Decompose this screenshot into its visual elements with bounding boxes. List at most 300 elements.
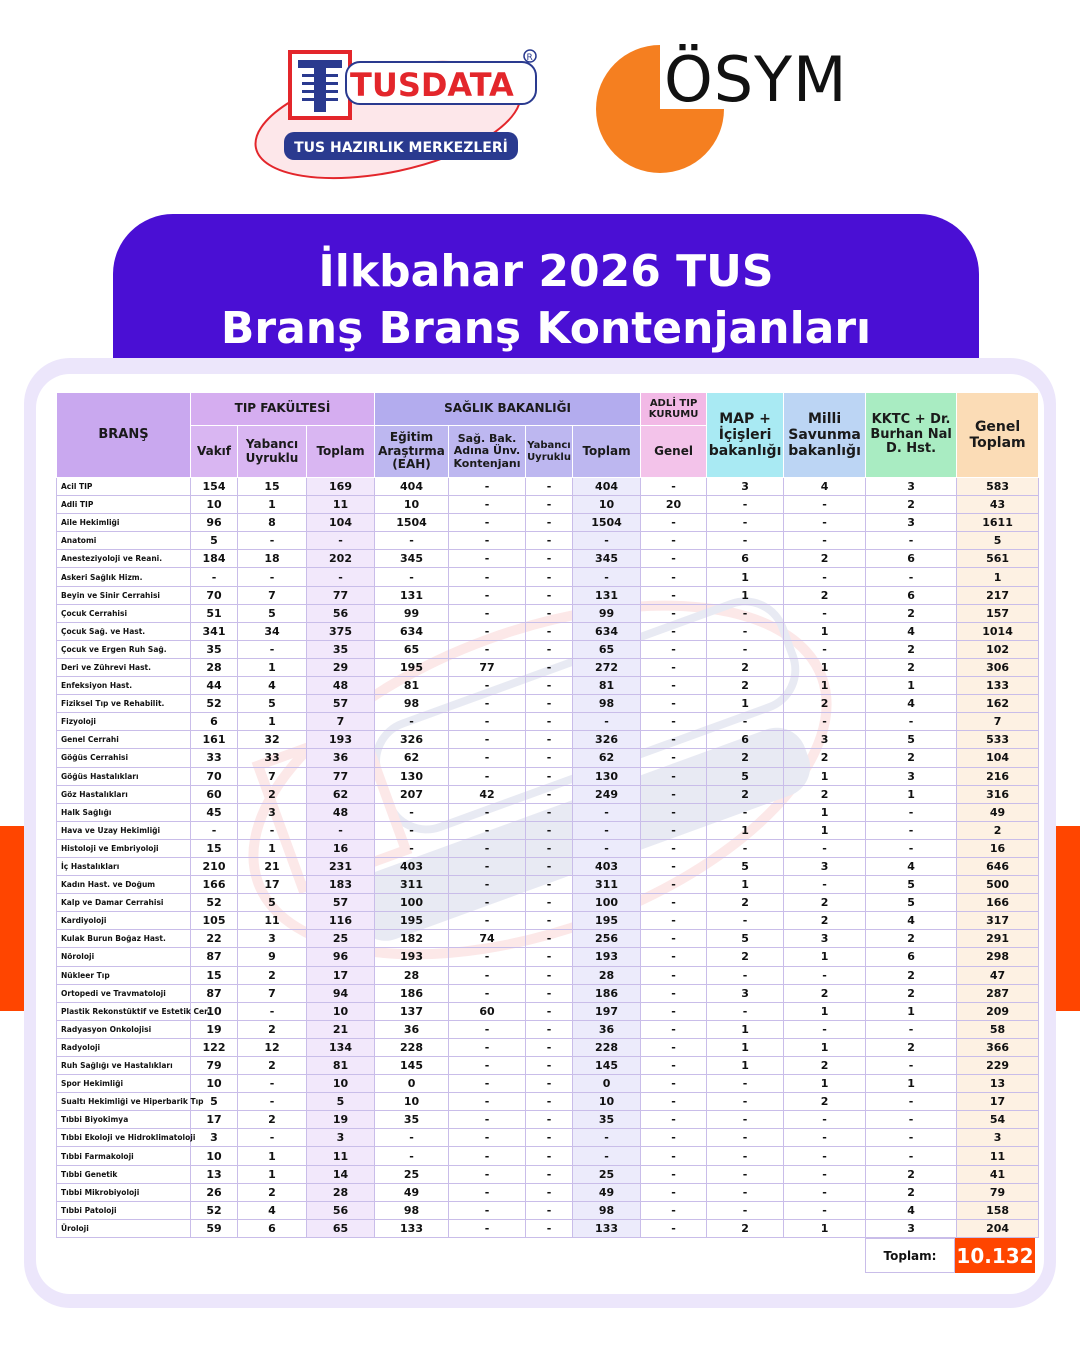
cell-map: - (707, 1111, 784, 1129)
cell-milli-savunma: 2 (784, 785, 866, 803)
cell-sb-toplam: 133 (573, 1219, 641, 1237)
cell-milli-savunma: 2 (784, 749, 866, 767)
cell-sb-yabanci: - (526, 749, 573, 767)
cell-sb-yabanci: - (526, 568, 573, 586)
cell-adli-genel: - (641, 604, 707, 622)
cell-tip-toplam: 56 (307, 1201, 375, 1219)
table-row (57, 514, 1039, 532)
cell-brans-name: Tıbbi Patoloji (57, 1201, 191, 1219)
cell-milli-savunma: - (784, 568, 866, 586)
cell-tip-toplam: 62 (307, 785, 375, 803)
cell-tip-yabanci: 34 (238, 622, 307, 640)
cell-eah: 36 (375, 1020, 449, 1038)
table-row (57, 876, 1039, 894)
header-brans: BRANŞ (57, 393, 191, 478)
cell-sb-yabanci: - (526, 695, 573, 713)
cell-map: - (707, 640, 784, 658)
cell-unv-kontenjani: - (449, 948, 526, 966)
cell-sb-yabanci: - (526, 586, 573, 604)
cell-vakif: 13 (191, 1165, 238, 1183)
cell-milli-savunma: - (784, 839, 866, 857)
cell-sb-yabanci: - (526, 912, 573, 930)
cell-genel-toplam: 291 (957, 930, 1039, 948)
cell-genel-toplam: 1 (957, 568, 1039, 586)
cell-kktc: 6 (866, 550, 957, 568)
cell-vakif: 52 (191, 1201, 238, 1219)
cell-tip-toplam: 77 (307, 767, 375, 785)
cell-vakif: 79 (191, 1057, 238, 1075)
cell-sb-toplam: - (573, 532, 641, 550)
cell-adli-genel: - (641, 1020, 707, 1038)
cell-genel-toplam: 162 (957, 695, 1039, 713)
cell-genel-toplam: 229 (957, 1057, 1039, 1075)
cell-eah: - (375, 532, 449, 550)
cell-sb-yabanci: - (526, 532, 573, 550)
cell-tip-yabanci: 1 (238, 658, 307, 676)
cell-genel-toplam: 646 (957, 857, 1039, 875)
cell-milli-savunma: - (784, 966, 866, 984)
cell-sb-yabanci: - (526, 930, 573, 948)
table-row (57, 1075, 1039, 1093)
cell-unv-kontenjani: - (449, 640, 526, 658)
cell-brans-name: Çocuk ve Ergen Ruh Sağ. (57, 640, 191, 658)
cell-eah: 195 (375, 912, 449, 930)
cell-brans-name: Tıbbi Ekoloji ve Hidroklimatoloji (57, 1129, 191, 1147)
cell-sb-toplam: 98 (573, 1201, 641, 1219)
cell-map: 1 (707, 695, 784, 713)
cell-brans-name: Hava ve Uzay Hekimliği (57, 821, 191, 839)
cell-vakif: 51 (191, 604, 238, 622)
cell-sb-yabanci: - (526, 514, 573, 532)
cell-kktc: 2 (866, 658, 957, 676)
cell-genel-toplam: 209 (957, 1002, 1039, 1020)
table-row (57, 821, 1039, 839)
cell-tip-yabanci: 21 (238, 857, 307, 875)
cell-tip-toplam: 134 (307, 1038, 375, 1056)
cell-brans-name: Radyoloji (57, 1038, 191, 1056)
cell-brans-name: Göğüs Cerrahisi (57, 749, 191, 767)
cell-genel-toplam: 79 (957, 1183, 1039, 1201)
cell-map: - (707, 496, 784, 514)
cell-tip-yabanci: 2 (238, 1020, 307, 1038)
table-row (57, 1165, 1039, 1183)
cell-tip-yabanci: 9 (238, 948, 307, 966)
cell-sb-toplam: 99 (573, 604, 641, 622)
cell-milli-savunma: 2 (784, 695, 866, 713)
cell-brans-name: Tıbbi Genetik (57, 1165, 191, 1183)
cell-genel-toplam: 500 (957, 876, 1039, 894)
cell-genel-toplam: 287 (957, 984, 1039, 1002)
cell-brans-name: Halk Sağlığı (57, 803, 191, 821)
cell-sb-toplam: 249 (573, 785, 641, 803)
cell-adli-genel: - (641, 568, 707, 586)
cell-vakif: 52 (191, 894, 238, 912)
cell-tip-toplam: 21 (307, 1020, 375, 1038)
header-milli-savunma: Milli Savunma bakanlığı (784, 393, 866, 478)
cell-adli-genel: - (641, 677, 707, 695)
cell-sb-yabanci: - (526, 1038, 573, 1056)
cell-adli-genel: - (641, 803, 707, 821)
cell-sb-toplam: 0 (573, 1075, 641, 1093)
table-row (57, 948, 1039, 966)
cell-milli-savunma: 1 (784, 1219, 866, 1237)
cell-brans-name: Nükleer Tıp (57, 966, 191, 984)
cell-kktc: - (866, 839, 957, 857)
cell-adli-genel: - (641, 731, 707, 749)
cell-map: - (707, 532, 784, 550)
cell-eah: 228 (375, 1038, 449, 1056)
cell-eah: 130 (375, 767, 449, 785)
cell-vakif: 87 (191, 984, 238, 1002)
cell-unv-kontenjani: 74 (449, 930, 526, 948)
cell-unv-kontenjani: - (449, 857, 526, 875)
cell-tip-yabanci: - (238, 1075, 307, 1093)
cell-sb-yabanci: - (526, 821, 573, 839)
cell-kktc: 2 (866, 496, 957, 514)
cell-map: 2 (707, 948, 784, 966)
cell-unv-kontenjani: - (449, 821, 526, 839)
cell-adli-genel: - (641, 550, 707, 568)
cell-brans-name: Kardiyoloji (57, 912, 191, 930)
cell-eah: 0 (375, 1075, 449, 1093)
cell-kktc: 4 (866, 857, 957, 875)
cell-eah: 634 (375, 622, 449, 640)
cell-sb-toplam: - (573, 713, 641, 731)
cell-sb-yabanci: - (526, 1147, 573, 1165)
cell-genel-toplam: 306 (957, 658, 1039, 676)
cell-eah: 81 (375, 677, 449, 695)
cell-map: 3 (707, 478, 784, 496)
cell-kktc: 4 (866, 912, 957, 930)
cell-genel-toplam: 166 (957, 894, 1039, 912)
cell-genel-toplam: 204 (957, 1219, 1039, 1237)
cell-map: - (707, 1093, 784, 1111)
cell-tip-toplam: 29 (307, 658, 375, 676)
table-row (57, 1129, 1039, 1147)
header-vakif: Vakıf (191, 426, 238, 478)
header-tip-yabanci: Yabancı Uyruklu (238, 426, 307, 478)
total-value: 10.132 (955, 1238, 1035, 1273)
cell-tip-toplam: 116 (307, 912, 375, 930)
cell-sb-toplam: - (573, 803, 641, 821)
cell-unv-kontenjani: - (449, 514, 526, 532)
cell-adli-genel: - (641, 586, 707, 604)
cell-eah: - (375, 713, 449, 731)
cell-adli-genel: - (641, 876, 707, 894)
cell-milli-savunma: - (784, 514, 866, 532)
cell-vakif: 17 (191, 1111, 238, 1129)
cell-adli-genel: 20 (641, 496, 707, 514)
cell-tip-yabanci: 7 (238, 984, 307, 1002)
cell-sb-yabanci: - (526, 604, 573, 622)
cell-vakif: 35 (191, 640, 238, 658)
cell-tip-toplam: 57 (307, 695, 375, 713)
cell-milli-savunma: 1 (784, 1075, 866, 1093)
cell-genel-toplam: 316 (957, 785, 1039, 803)
cell-sb-toplam: 345 (573, 550, 641, 568)
cell-tip-toplam: 17 (307, 966, 375, 984)
cell-kktc: - (866, 1093, 957, 1111)
cell-vakif: 33 (191, 749, 238, 767)
cell-kktc: - (866, 1147, 957, 1165)
cell-adli-genel: - (641, 767, 707, 785)
cell-genel-toplam: 16 (957, 839, 1039, 857)
table-row (57, 984, 1039, 1002)
cell-sb-toplam: 197 (573, 1002, 641, 1020)
header-sb-yabanci: Yabancı Uyruklu (526, 426, 573, 478)
cell-sb-toplam: 404 (573, 478, 641, 496)
cell-unv-kontenjani: - (449, 839, 526, 857)
cell-brans-name: Ruh Sağlığı ve Hastalıkları (57, 1057, 191, 1075)
cell-genel-toplam: 2 (957, 821, 1039, 839)
cell-tip-yabanci: 3 (238, 803, 307, 821)
cell-map: 2 (707, 658, 784, 676)
cell-kktc: - (866, 568, 957, 586)
cell-kktc: 2 (866, 604, 957, 622)
cell-kktc: 2 (866, 984, 957, 1002)
cell-brans-name: İç Hastalıkları (57, 857, 191, 875)
cell-map: - (707, 803, 784, 821)
page-title-line2: Branş Branş Kontenjanları (220, 303, 872, 354)
cell-brans-name: Anesteziyoloji ve Reani. (57, 550, 191, 568)
cell-vakif: 70 (191, 586, 238, 604)
cell-brans-name: Göz Hastalıkları (57, 785, 191, 803)
cell-sb-toplam: 186 (573, 984, 641, 1002)
cell-tip-toplam: 11 (307, 1147, 375, 1165)
cell-tip-yabanci: 1 (238, 839, 307, 857)
cell-milli-savunma: 1 (784, 1038, 866, 1056)
cell-unv-kontenjani: - (449, 1111, 526, 1129)
cell-unv-kontenjani: - (449, 876, 526, 894)
cell-tip-yabanci: 7 (238, 767, 307, 785)
table-row (57, 695, 1039, 713)
cell-brans-name: Üroloji (57, 1219, 191, 1237)
cell-map: 1 (707, 821, 784, 839)
header-adli-genel: Genel (641, 426, 707, 478)
cell-vakif: 10 (191, 1075, 238, 1093)
cell-milli-savunma: 1 (784, 821, 866, 839)
cell-kktc: - (866, 1111, 957, 1129)
cell-eah: - (375, 1129, 449, 1147)
cell-sb-yabanci: - (526, 1057, 573, 1075)
cell-kktc: 2 (866, 749, 957, 767)
cell-genel-toplam: 133 (957, 677, 1039, 695)
cell-tip-toplam: 57 (307, 894, 375, 912)
cell-kktc: 3 (866, 478, 957, 496)
cell-kktc: - (866, 1020, 957, 1038)
cell-adli-genel: - (641, 948, 707, 966)
cell-sb-yabanci: - (526, 1129, 573, 1147)
cell-kktc: 1 (866, 677, 957, 695)
cell-unv-kontenjani: - (449, 622, 526, 640)
cell-unv-kontenjani: - (449, 1075, 526, 1093)
cell-sb-toplam: 25 (573, 1165, 641, 1183)
cell-map: 5 (707, 767, 784, 785)
cell-sb-yabanci: - (526, 894, 573, 912)
cell-sb-toplam: 36 (573, 1020, 641, 1038)
cell-unv-kontenjani: - (449, 912, 526, 930)
cell-tip-yabanci: 2 (238, 785, 307, 803)
cell-eah: 98 (375, 1201, 449, 1219)
cell-milli-savunma: - (784, 640, 866, 658)
cell-tip-toplam: 28 (307, 1183, 375, 1201)
table-row (57, 894, 1039, 912)
cell-sb-yabanci: - (526, 984, 573, 1002)
cell-tip-yabanci: 17 (238, 876, 307, 894)
cell-sb-yabanci: - (526, 496, 573, 514)
cell-eah: 404 (375, 478, 449, 496)
cell-map: 1 (707, 876, 784, 894)
table-row (57, 586, 1039, 604)
cell-brans-name: Deri ve Zührevi Hast. (57, 658, 191, 676)
left-accent-bar (0, 826, 26, 1011)
cell-vakif: 44 (191, 677, 238, 695)
cell-adli-genel: - (641, 749, 707, 767)
cell-tip-yabanci: 32 (238, 731, 307, 749)
cell-tip-toplam: 11 (307, 496, 375, 514)
cell-tip-toplam: - (307, 532, 375, 550)
cell-sb-yabanci: - (526, 803, 573, 821)
cell-sb-yabanci: - (526, 1183, 573, 1201)
cell-eah: 207 (375, 785, 449, 803)
cell-kktc: - (866, 532, 957, 550)
table-row (57, 478, 1039, 496)
cell-adli-genel: - (641, 1219, 707, 1237)
cell-tip-yabanci: - (238, 821, 307, 839)
cell-genel-toplam: 13 (957, 1075, 1039, 1093)
cell-unv-kontenjani: - (449, 767, 526, 785)
cell-tip-yabanci: - (238, 532, 307, 550)
cell-kktc: 2 (866, 1038, 957, 1056)
cell-map: 2 (707, 749, 784, 767)
cell-sb-toplam: 62 (573, 749, 641, 767)
cell-eah: 345 (375, 550, 449, 568)
cell-eah: 49 (375, 1183, 449, 1201)
svg-text:R: R (526, 53, 533, 63)
cell-milli-savunma: 3 (784, 731, 866, 749)
cell-map: 3 (707, 984, 784, 1002)
table-row (57, 713, 1039, 731)
cell-vakif: - (191, 568, 238, 586)
header-map: MAP + İçişleri bakanlığı (707, 393, 784, 478)
cell-map: - (707, 1183, 784, 1201)
cell-sb-toplam: 193 (573, 948, 641, 966)
cell-sb-yabanci: - (526, 839, 573, 857)
cell-unv-kontenjani: - (449, 604, 526, 622)
cell-vakif: 96 (191, 514, 238, 532)
cell-adli-genel: - (641, 478, 707, 496)
cell-unv-kontenjani: - (449, 1093, 526, 1111)
cell-vakif: 70 (191, 767, 238, 785)
cell-tip-yabanci: 2 (238, 1057, 307, 1075)
table-row (57, 496, 1039, 514)
cell-tip-yabanci: 6 (238, 1219, 307, 1237)
cell-map: - (707, 839, 784, 857)
table-row (57, 767, 1039, 785)
header-saglik-bakanligi: SAĞLIK BAKANLIĞI (375, 393, 641, 426)
cell-eah: 145 (375, 1057, 449, 1075)
cell-tip-toplam: 169 (307, 478, 375, 496)
cell-adli-genel: - (641, 640, 707, 658)
cell-kktc: 2 (866, 930, 957, 948)
cell-kktc: 2 (866, 1165, 957, 1183)
osym-logo (596, 45, 876, 185)
cell-milli-savunma: - (784, 1111, 866, 1129)
cell-tip-yabanci: 33 (238, 749, 307, 767)
cell-sb-toplam: 49 (573, 1183, 641, 1201)
cell-kktc: 5 (866, 876, 957, 894)
cell-tip-toplam: 7 (307, 713, 375, 731)
cell-sb-toplam: 10 (573, 496, 641, 514)
cell-sb-toplam: 145 (573, 1057, 641, 1075)
cell-vakif: 10 (191, 496, 238, 514)
cell-milli-savunma: 2 (784, 550, 866, 568)
cell-adli-genel: - (641, 514, 707, 532)
cell-tip-yabanci: - (238, 640, 307, 658)
table-row (57, 1183, 1039, 1201)
header-unv-kontenjani: Sağ. Bak. Adına Ünv. Kontenjanı (449, 426, 526, 478)
cell-brans-name: Göğüs Hastalıkları (57, 767, 191, 785)
tusdata-brand-text: TUSDATA (350, 66, 514, 104)
cell-genel-toplam: 158 (957, 1201, 1039, 1219)
page-title-line1: İlkbahar 2026 TUS (318, 246, 774, 297)
cell-brans-name: Kulak Burun Boğaz Hast. (57, 930, 191, 948)
kontenjan-table (56, 392, 1039, 1238)
cell-kktc: 2 (866, 640, 957, 658)
cell-adli-genel: - (641, 1093, 707, 1111)
tusdata-logo (250, 40, 550, 180)
cell-genel-toplam: 41 (957, 1165, 1039, 1183)
cell-brans-name: Tıbbi Farmakoloji (57, 1147, 191, 1165)
cell-kktc: - (866, 803, 957, 821)
cell-milli-savunma: 1 (784, 1002, 866, 1020)
table-row (57, 839, 1039, 857)
cell-sb-yabanci: - (526, 731, 573, 749)
cell-eah: 311 (375, 876, 449, 894)
cell-vakif: 10 (191, 1002, 238, 1020)
cell-vakif: 10 (191, 1147, 238, 1165)
cell-genel-toplam: 298 (957, 948, 1039, 966)
cell-eah: 35 (375, 1111, 449, 1129)
cell-brans-name: Spor Hekimliği (57, 1075, 191, 1093)
cell-adli-genel: - (641, 713, 707, 731)
cell-milli-savunma: 1 (784, 622, 866, 640)
cell-adli-genel: - (641, 984, 707, 1002)
cell-eah: 10 (375, 1093, 449, 1111)
cell-vakif: 59 (191, 1219, 238, 1237)
cell-brans-name: Fizyoloji (57, 713, 191, 731)
cell-unv-kontenjani: 42 (449, 785, 526, 803)
cell-genel-toplam: 7 (957, 713, 1039, 731)
cell-tip-yabanci: 12 (238, 1038, 307, 1056)
cell-tip-toplam: 10 (307, 1002, 375, 1020)
cell-genel-toplam: 5 (957, 532, 1039, 550)
cell-eah: 131 (375, 586, 449, 604)
cell-eah: 10 (375, 496, 449, 514)
cell-tip-yabanci: 4 (238, 677, 307, 695)
cell-tip-toplam: 193 (307, 731, 375, 749)
table-row (57, 550, 1039, 568)
cell-tip-yabanci: 3 (238, 930, 307, 948)
cell-tip-toplam: 231 (307, 857, 375, 875)
table-row (57, 749, 1039, 767)
cell-sb-yabanci: - (526, 767, 573, 785)
cell-genel-toplam: 216 (957, 767, 1039, 785)
cell-sb-yabanci: - (526, 1002, 573, 1020)
cell-unv-kontenjani: - (449, 1201, 526, 1219)
cell-tip-yabanci: 2 (238, 966, 307, 984)
cell-tip-yabanci: 1 (238, 713, 307, 731)
